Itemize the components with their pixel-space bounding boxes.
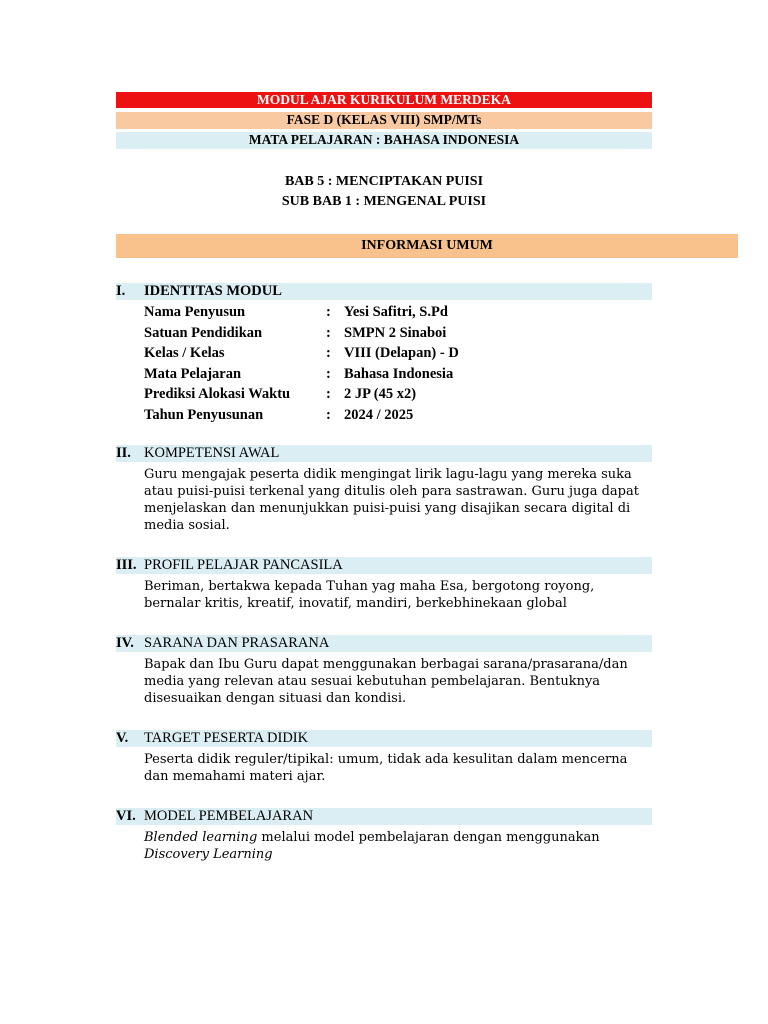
- section-heading-kompetensi: [116, 445, 652, 462]
- subchapter-title: SUB BAB 1 : MENGENAL PUISI: [281, 194, 487, 209]
- section-text-model: [144, 829, 652, 863]
- colon: :: [326, 304, 331, 320]
- identitas-value: Yesi Safitri, S.Pd: [344, 304, 448, 320]
- identitas-table: [144, 302, 644, 425]
- identitas-row: [144, 323, 644, 344]
- identitas-row: [144, 405, 644, 426]
- colon: :: [326, 386, 331, 402]
- section-heading-profil: [116, 557, 652, 574]
- header-phase-bar: FASE D (KELAS VIII) SMP/MTs: [116, 112, 652, 129]
- section-number: II.: [116, 445, 131, 461]
- model-text: melalui model pembelajaran dengan menggunakan: [257, 830, 600, 845]
- section-number: VI.: [116, 808, 136, 824]
- identitas-row: [144, 364, 644, 385]
- identitas-label: Mata Pelajaran: [144, 365, 242, 382]
- section-title: MODEL PEMBELAJARAN: [144, 808, 314, 824]
- identitas-label: Nama Penyusun: [144, 304, 246, 320]
- section-text-sarana: Bapak dan Ibu Guru dapat menggunakan berbagai sarana/prasarana/dan media yang relevan atau sesuai kebutuhan pembelajaran. Bentuknya disesuaikan dengan situasi dan kondisi.: [144, 657, 628, 706]
- colon: :: [326, 345, 331, 361]
- section-heading-identitas: [116, 283, 652, 300]
- header-subject-bar: MATA PELAJARAN : BAHASA INDONESIA: [116, 132, 652, 149]
- section-title: TARGET PESERTA DIDIK: [144, 730, 309, 746]
- section-text-target: Peserta didik reguler/tipikal: umum, tidak ada kesulitan dalam mencerna dan memahami materi ajar.: [144, 752, 628, 784]
- section-text-kompetensi: Guru mengajak peserta didik mengingat lirik lagu-lagu yang mereka suka atau puisi-puisi terkenal yang ditulis oleh para sastrawan. Guru juga dapat menjelaskan dan menunjukkan puisi-puisi yang disajikan secara digital di media sosial.: [144, 467, 639, 533]
- section-title: KOMPETENSI AWAL: [144, 445, 280, 461]
- colon: :: [326, 324, 331, 341]
- identitas-label: Satuan Pendidikan: [144, 324, 263, 341]
- info-umum-heading: INFORMASI UMUM: [116, 234, 738, 258]
- identitas-value: 2024 / 2025: [344, 406, 414, 423]
- section-text-profil: Beriman, bertakwa kepada Tuhan yag maha Esa, bergotong royong, bernalar kritis, kreatif, inovatif, mandiri, berkebhinekaan global: [144, 579, 595, 611]
- section-heading-sarana: [116, 635, 652, 652]
- italic-term: Discovery Learning: [144, 847, 273, 862]
- section-heading-target: [116, 730, 652, 747]
- identitas-row: [144, 343, 644, 364]
- identitas-value: 2 JP (45 x2): [344, 386, 417, 402]
- identitas-value: Bahasa Indonesia: [344, 365, 454, 382]
- colon: :: [326, 406, 331, 423]
- identitas-row: [144, 302, 644, 323]
- chapter-title: BAB 5 : MENCIPTAKAN PUISI: [284, 174, 484, 189]
- identitas-value: SMPN 2 Sinaboi: [344, 324, 447, 341]
- section-title: SARANA DAN PRASARANA: [144, 635, 330, 651]
- colon: :: [326, 365, 331, 382]
- identitas-label: Kelas / Kelas: [144, 345, 225, 361]
- section-number: III.: [116, 557, 137, 573]
- section-title: IDENTITAS MODUL: [144, 283, 282, 299]
- section-title: PROFIL PELAJAR PANCASILA: [144, 557, 343, 573]
- section-heading-model: [116, 808, 652, 825]
- section-number: IV.: [116, 635, 134, 651]
- italic-term: Blended learning: [144, 830, 258, 845]
- section-number: V.: [116, 730, 129, 746]
- header-title-bar: MODUL AJAR KURIKULUM MERDEKA: [116, 92, 652, 108]
- identitas-value: VIII (Delapan) - D: [344, 345, 459, 361]
- identitas-label: Prediksi Alokasi Waktu: [144, 386, 291, 402]
- section-number: I.: [116, 283, 126, 299]
- identitas-row: [144, 384, 644, 405]
- identitas-label: Tahun Penyusunan: [144, 406, 264, 423]
